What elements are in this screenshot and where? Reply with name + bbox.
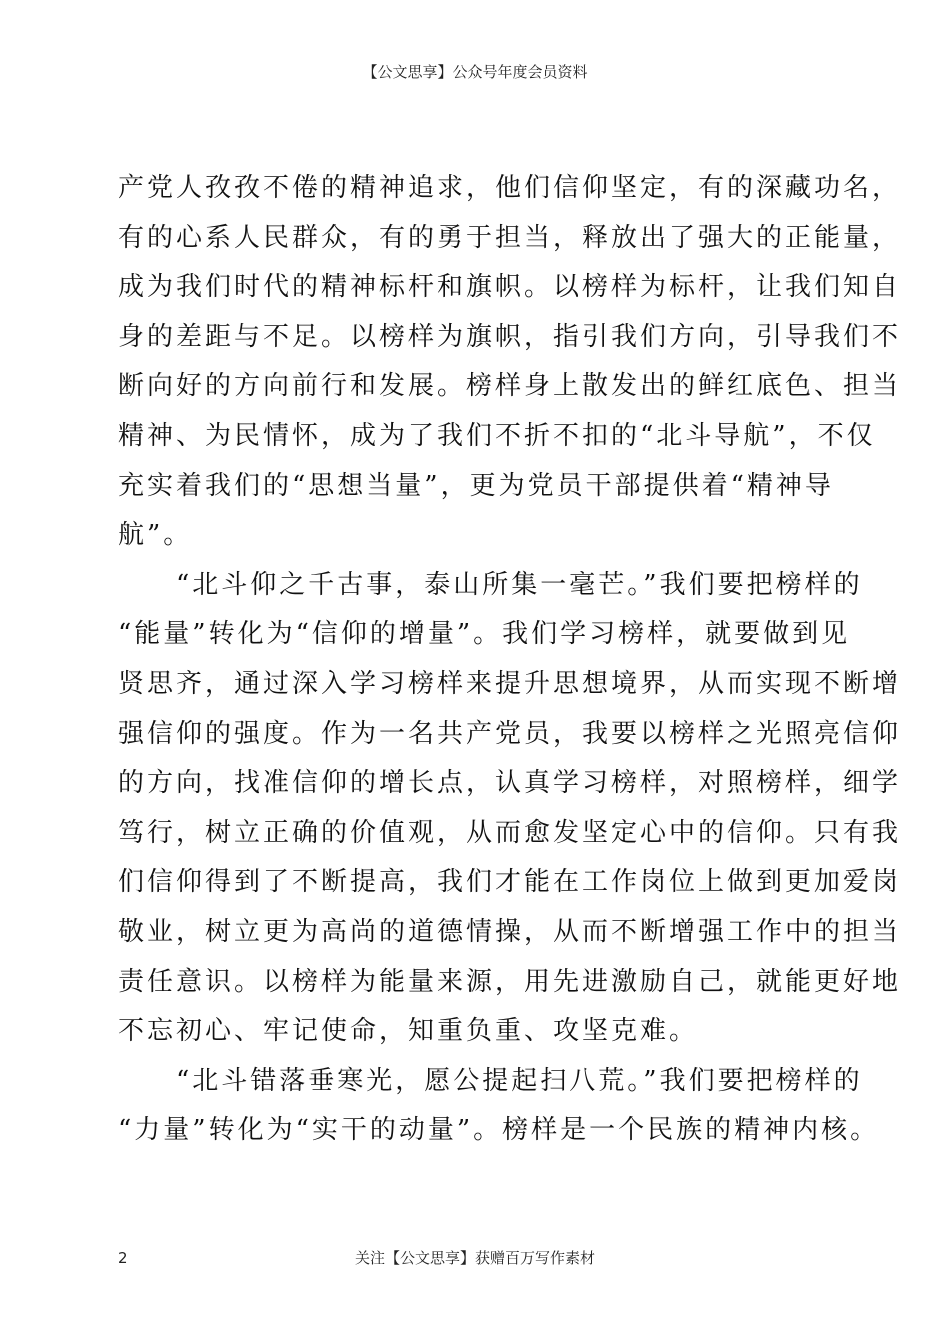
text-line: 身的差距与不足。以榜样为旗帜，指引我们方向，引导我们不	[118, 321, 902, 352]
text-line: 笃行，树立正确的价值观，从而愈发坚定心中的信仰。只有我	[118, 817, 902, 848]
text-line: “能量”转化为“信仰的增量”。我们学习榜样，就要做到见	[118, 619, 851, 650]
text-line: 断向好的方向前行和发展。榜样身上散发出的鲜红底色、担当	[118, 371, 902, 402]
text-line: 有的心系人民群众，有的勇于担当，释放出了强大的正能量，	[118, 222, 902, 253]
text-line: 责任意识。以榜样为能量来源，用先进激励自己，就能更好地	[118, 966, 902, 997]
text-line: “北斗仰之千古事，泰山所集一毫芒。”我们要把榜样的	[118, 569, 863, 600]
body-text	[118, 164, 902, 1156]
page-footer	[0, 1248, 950, 1268]
text-line: 航”。	[118, 520, 193, 551]
text-line: 不忘初心、牢记使命，知重负重、攻坚克难。	[118, 1016, 699, 1047]
page-header: 【公文思享】公众号年度会员资料	[362, 63, 588, 81]
text-line: 强信仰的强度。作为一名共产党员，我要以榜样之光照亮信仰	[118, 718, 902, 749]
text-line: 们信仰得到了不断提高，我们才能在工作岗位上做到更加爱岗	[118, 867, 902, 898]
text-line: 充实着我们的“思想当量”，更为党员干部提供着“精神导	[118, 470, 834, 501]
text-line: 成为我们时代的精神标杆和旗帜。以榜样为标杆，让我们知自	[118, 272, 902, 303]
footer-text: 关注【公文思享】获赠百万写作素材	[354, 1249, 595, 1267]
text-line: 贤思齐，通过深入学习榜样来提升思想境界，从而实现不断增	[118, 668, 902, 699]
text-line: 敬业，树立更为高尚的道德情操，从而不断增强工作中的担当	[118, 916, 902, 947]
text-line: 的方向，找准信仰的增长点，认真学习榜样，对照榜样，细学	[118, 768, 902, 799]
text-line: “北斗错落垂寒光，愿公提起扫八荒。”我们要把榜样的	[118, 1065, 863, 1096]
text-line: “力量”转化为“实干的动量”。榜样是一个民族的精神内核。	[118, 1115, 880, 1146]
text-line: 产党人孜孜不倦的精神追求，他们信仰坚定，有的深藏功名，	[118, 173, 902, 203]
text-line: 精神、为民情怀，成为了我们不折不扣的“北斗导航”，不仅	[118, 420, 876, 451]
page-number: 2	[118, 1249, 128, 1267]
